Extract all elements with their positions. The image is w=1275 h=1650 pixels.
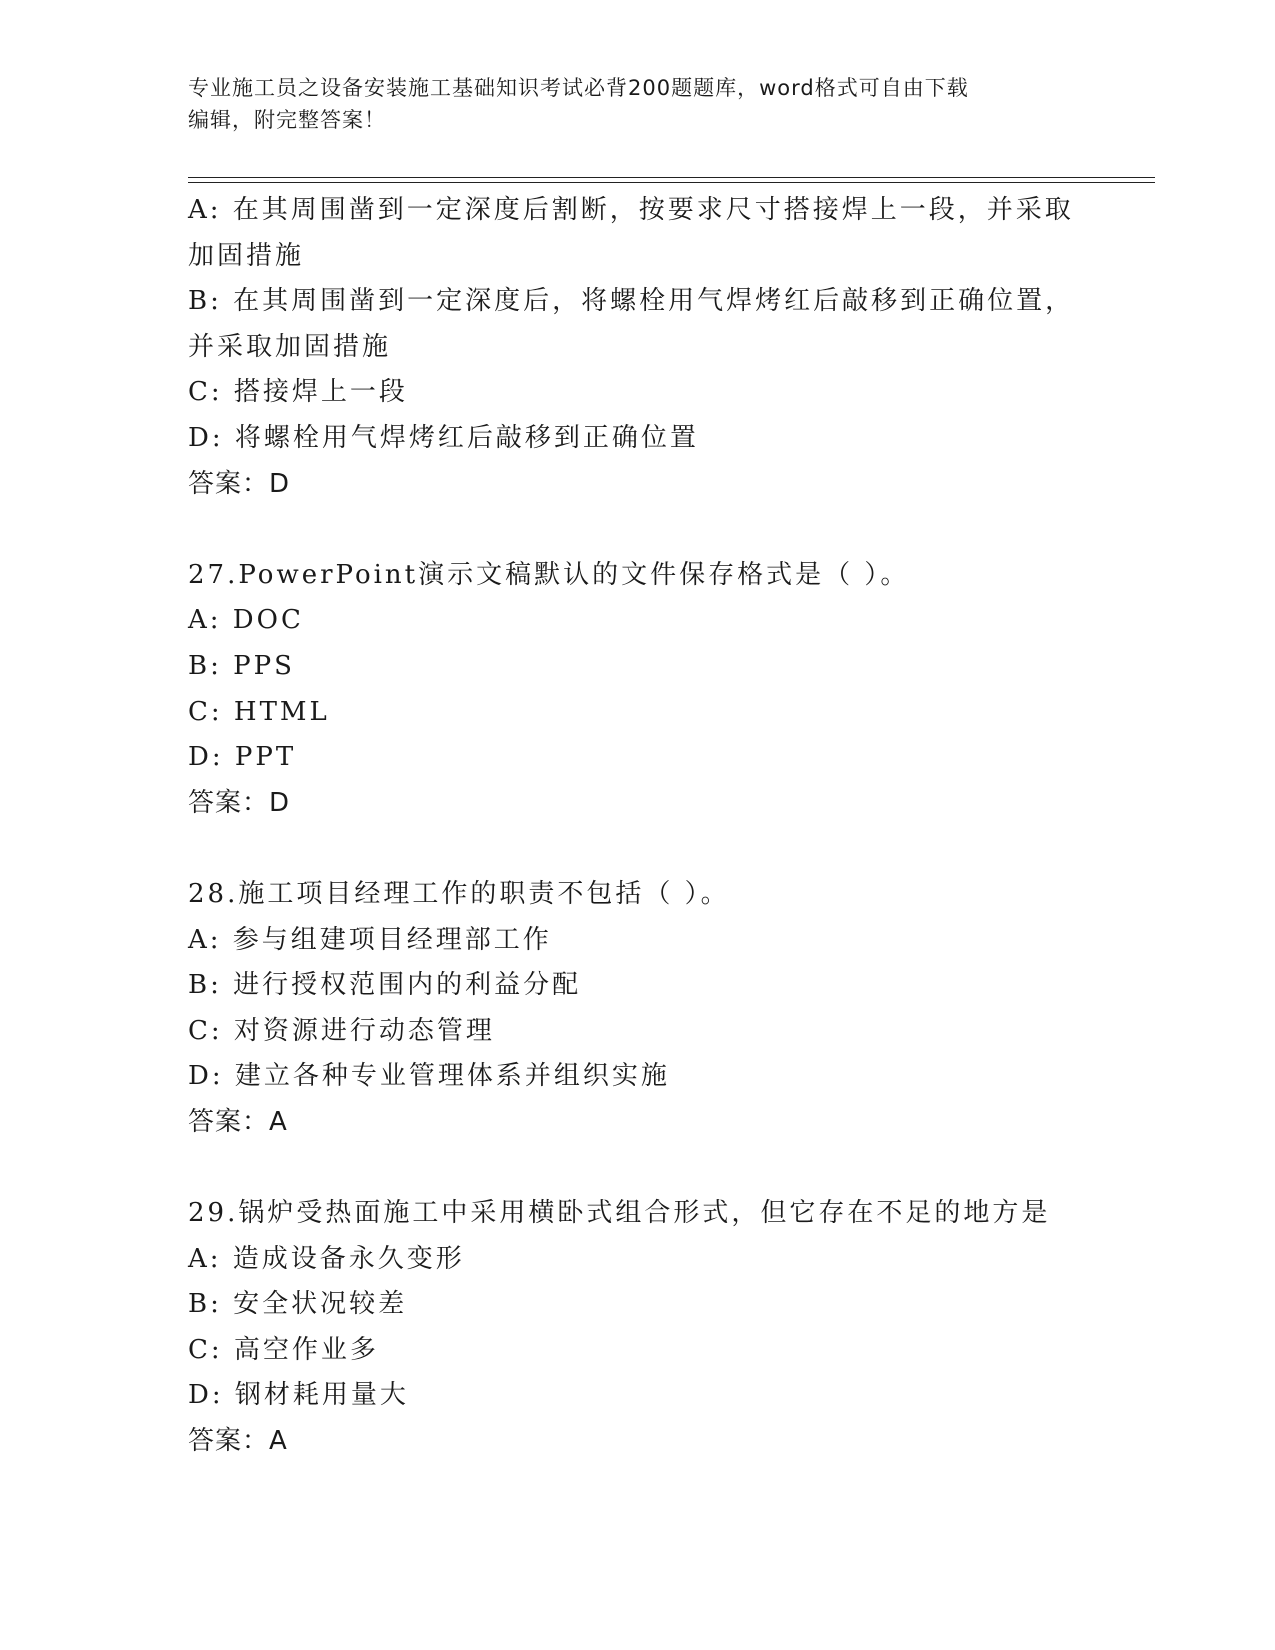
option-c: C: 对资源进行动态管理 [188,1015,495,1046]
question-stem: 27.PowerPoint演示文稿默认的文件保存格式是（ ）。 [188,559,910,590]
header-title-line-1: 专业施工员之设备安装施工基础知识考试必背200题题库，word格式可自由下载 [188,76,969,100]
question-27 [188,553,1088,827]
option-b-line-2: 并采取加固措施 [188,331,392,362]
question-list [188,188,1088,1465]
option-c: C: 搭接焊上一段 [188,377,408,408]
spacer [188,1145,1088,1191]
option-b-line-1: B: 在其周围凿到一定深度后，将螺栓用气焊烤红后敲移到正确位置， [188,286,1075,317]
answer: 答案：A [188,1106,288,1137]
answer: 答案：A [188,1426,288,1457]
option-d: D: 建立各种专业管理体系并组织实施 [188,1061,670,1092]
question-stem: 28.施工项目经理工作的职责不包括（ ）。 [188,878,730,909]
header-divider-bottom [188,182,1155,183]
option-a-line-2: 加固措施 [188,240,305,271]
spacer [188,826,1088,872]
question-29 [188,1191,1088,1465]
option-b: B: 进行授权范围内的利益分配 [188,970,582,1001]
option-a: A: 参与组建项目经理部工作 [188,924,552,955]
header-divider-top [188,177,1155,178]
question-26-continued [188,188,1088,507]
document-header [188,72,1088,136]
option-d: D: 钢材耗用量大 [188,1380,409,1411]
question-28 [188,872,1088,1146]
header-title-line-2: 编辑，附完整答案！ [188,108,386,132]
question-stem: 29.锅炉受热面施工中采用横卧式组合形式，但它存在不足的地方是 [188,1198,1051,1229]
option-d: D: 将螺栓用气焊烤红后敲移到正确位置 [188,422,699,453]
option-a-line-1: A: 在其周围凿到一定深度后割断，按要求尺寸搭接焊上一段，并采取 [188,195,1074,225]
option-a: A: DOC [188,605,304,636]
spacer [188,507,1088,553]
answer: 答案：D [188,468,291,499]
option-d: D: PPT [188,742,297,773]
option-b: B: PPS [188,650,295,681]
option-b: B: 安全状况较差 [188,1289,408,1320]
option-a: A: 造成设备永久变形 [188,1243,465,1274]
answer: 答案：D [188,787,291,818]
option-c: C: 高空作业多 [188,1334,379,1365]
option-c: C: HTML [188,696,330,727]
